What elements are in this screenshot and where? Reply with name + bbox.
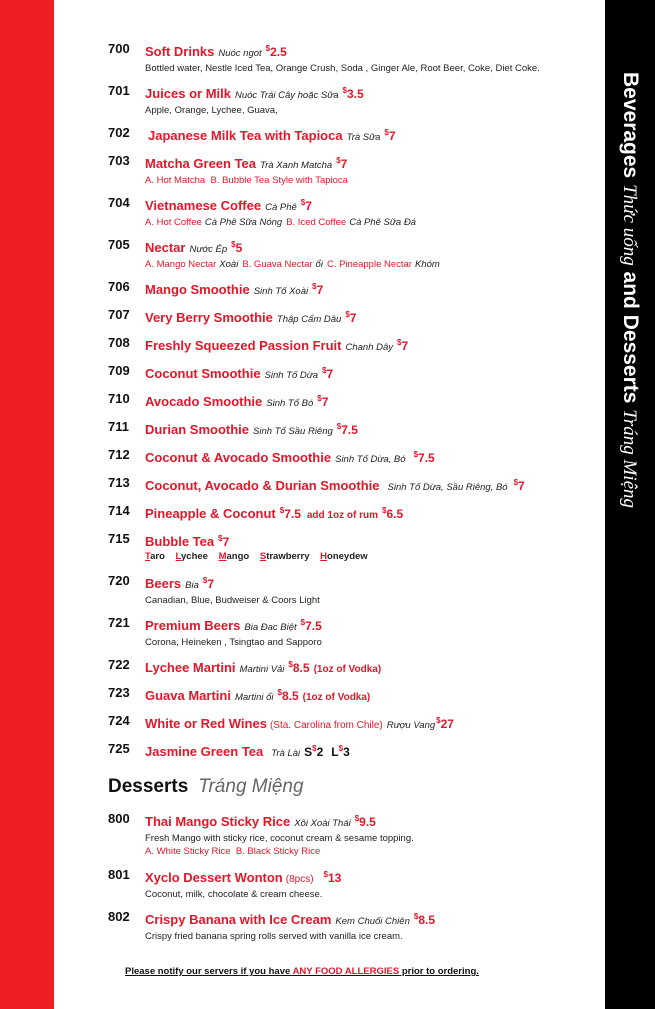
option-b: B. Black Sticky Rice [235, 846, 321, 857]
item-price: $7 [300, 198, 312, 213]
item-viet-name: Nuóc Trái Cây hoặc Sữa [234, 90, 339, 101]
allergy-notice-text-a: Please notify our servers if you have [125, 966, 293, 977]
item-name: Thai Mango Sticky Rice [145, 814, 291, 829]
item-viet-name: Xôi Xoài Thái [294, 818, 351, 829]
item-price: $9.5 [354, 814, 376, 829]
item-name: Crispy Banana with Ice Cream [145, 912, 332, 927]
item-name: Soft Drinks [145, 44, 215, 59]
item-description: Canadian, Blue, Budweiser & Coors Light [145, 595, 320, 606]
item-viet-name: Rượu Vang [386, 720, 436, 731]
option-b: B. Iced Coffee [286, 217, 347, 228]
item-viet-name: Cà Phê [265, 202, 297, 213]
flavor-strawberry: Strawberry [259, 551, 310, 562]
option-a-viet: Xoài [219, 259, 239, 270]
item-name: Juices or Milk [145, 86, 231, 101]
flavor-lychee: Lychee [175, 551, 208, 562]
side-title [618, 72, 642, 508]
item-name: Jasmine Green Tea [145, 744, 264, 759]
item-number: 801 [108, 867, 130, 882]
option-c-viet: Khóm [414, 259, 440, 270]
item-price: $3.5 [342, 86, 364, 101]
item-name: Beers [145, 576, 182, 591]
item-rum-note: add 1oz of rum [306, 510, 378, 521]
item-price: $13 [323, 870, 342, 885]
item-price: $2.5 [265, 44, 287, 59]
desserts-viet-title: Tráng Miệng [198, 776, 304, 797]
desserts-title: Desserts [108, 776, 189, 797]
option-b: B. Guava Nectar [242, 259, 313, 270]
side-title-thuc-uong: Thức uống [619, 184, 640, 266]
item-description: Apple, Orange, Lychee, Guava, [145, 105, 278, 116]
item-name: White or Red Wines [145, 716, 267, 731]
side-title-beverages: Beverages [619, 71, 642, 179]
allergy-notice-text-c: prior to ordering. [399, 966, 479, 977]
item-number: 724 [108, 713, 130, 728]
item-number: 723 [108, 685, 130, 700]
item-viet-name: Trà Lài [271, 748, 301, 759]
item-price: $7 [322, 366, 334, 381]
item-number: 802 [108, 909, 130, 924]
item-price: $8.5 [288, 660, 310, 675]
item-viet-name: Sinh Tố Xoài [253, 286, 309, 297]
item-number: 713 [108, 475, 130, 490]
item-viet-name: Sinh Tố Dừa, Bó [335, 454, 406, 465]
item-name: Guava Martini [145, 688, 231, 703]
item-description: Bottled water, Nestle Iced Tea, Orange Crush, Soda , Ginger Ale, Root Beer, Coke, Diet Coke. [145, 63, 540, 74]
item-number: 714 [108, 503, 130, 518]
item-name: Premium Beers [145, 618, 241, 633]
item-price: $7.5 [413, 450, 435, 465]
item-viet-name: Kem Chuối Chiên [335, 916, 410, 927]
item-viet-name: Sinh Tố Dừa, Sầu Riêng, Bó [387, 482, 508, 493]
item-subtitle: (8pcs) [285, 874, 314, 885]
option-b-viet: ổi [315, 259, 323, 270]
flavor-honeydew: Honeydew [320, 551, 368, 562]
item-description: Coconut, milk, chocolate & cream cheese. [145, 889, 323, 900]
item-number: 709 [108, 363, 130, 378]
item-price: $8.5 [277, 688, 299, 703]
item-price: $7 [317, 394, 329, 409]
item-number: 702 [108, 125, 130, 140]
item-viet-name: Sinh Tố Bó [266, 398, 314, 409]
item-viet-name: Sinh Tố Sầu Riêng [253, 426, 333, 437]
item-name: Xyclo Dessert Wonton [145, 870, 283, 885]
option-b: B. Bubble Tea Style with Tapioca [210, 175, 348, 186]
item-number: 706 [108, 279, 130, 294]
item-options [145, 845, 595, 858]
item-name: Mango Smoothie [145, 282, 250, 297]
item-number: 711 [108, 419, 129, 434]
option-a-viet: Cà Phê Sữa Nóng [204, 217, 283, 228]
desserts-heading [108, 776, 304, 798]
item-number: 708 [108, 335, 130, 350]
item-name: Pineapple & Coconut [145, 506, 276, 521]
bubble-tea-flavors [145, 550, 595, 563]
item-description: Corona, Heineken , Tsingtao and Sapporo [145, 637, 322, 648]
item-price: $8.5 [413, 912, 436, 927]
item-options [145, 216, 595, 229]
item-price: $5 [231, 240, 243, 255]
item-price: $7 [513, 478, 525, 493]
item-name: Avocado Smoothie [145, 394, 263, 409]
item-name: Lychee Martini [145, 660, 236, 675]
item-note: (1oz of Vodka) [302, 692, 371, 703]
item-price: $7 [345, 310, 357, 325]
item-number: 703 [108, 153, 130, 168]
item-price: $7 [312, 282, 324, 297]
item-number: 720 [108, 573, 130, 588]
item-description: Fresh Mango with sticky rice, coconut cream & sesame topping. [145, 833, 414, 844]
item-name: Nectar [145, 240, 186, 255]
item-number: 725 [108, 741, 130, 756]
item-viet-name: Nuóc ngot [218, 48, 262, 59]
item-price: $7.5 [279, 506, 301, 521]
item-number: 800 [108, 811, 130, 826]
item-price: $7 [384, 128, 396, 143]
option-a: A. Hot Matcha [145, 175, 206, 186]
item-viet-name: Trà Sữa [346, 132, 381, 143]
item-name: Coconut & Avocado Smoothie [145, 450, 332, 465]
item-name: Coconut, Avocado & Durian Smoothie [145, 478, 380, 493]
item-name: Bubble Tea [145, 534, 215, 549]
item-viet-name: Trà Xanh Matcha [260, 160, 333, 171]
option-a: A. Mango Nectar [145, 259, 217, 270]
option-a: A. Hot Coffee [145, 217, 202, 228]
side-title-trang-mieng: Tráng Miệng [619, 409, 640, 509]
item-number: 705 [108, 237, 130, 252]
allergy-notice [125, 966, 479, 977]
item-name: Matcha Green Tea [145, 156, 257, 171]
item-viet-name: Martini Vải [239, 664, 285, 675]
item-name: Japanese Milk Tea with Tapioca [148, 128, 343, 143]
item-options [145, 174, 595, 187]
item-price-small: S$2 [304, 744, 324, 759]
option-c: C. Pineapple Nectar [326, 259, 412, 270]
item-price: $27 [436, 716, 454, 731]
item-name: Coconut Smoothie [145, 366, 261, 381]
item-number: 704 [108, 195, 130, 210]
allergy-highlight: ANY FOOD ALLERGIES [292, 966, 400, 977]
item-number: 700 [108, 41, 130, 56]
item-note: (1oz of Vodka) [313, 664, 382, 675]
item-number: 707 [108, 307, 130, 322]
item-price: $7 [202, 576, 215, 591]
option-b-viet: Cà Phê Sữa Đá [349, 217, 416, 228]
item-number: 715 [108, 531, 130, 546]
item-number: 712 [108, 447, 130, 462]
item-viet-name: Martini ổi [234, 692, 274, 703]
item-number: 722 [108, 657, 130, 672]
item-name: Very Berry Smoothie [145, 310, 273, 325]
item-options [145, 258, 595, 271]
item-viet-name: Sinh Tố Dừa [264, 370, 319, 381]
item-description: Crispy fried banana spring rolls served with vanilla ice cream. [145, 931, 403, 942]
item-viet-name: Bia Đac Biệt [244, 622, 297, 633]
item-price: $7.5 [300, 618, 322, 633]
flavor-taro: Taro [145, 551, 165, 562]
item-name: Vietnamese Coffee [145, 198, 262, 213]
item-price: $7 [218, 534, 230, 549]
option-a: A. White Sticky Rice [145, 846, 231, 857]
item-price: $7 [397, 338, 409, 353]
item-price: $7 [336, 156, 348, 171]
item-name: Durian Smoothie [145, 422, 250, 437]
item-subtitle: (Sta. Carolina from Chile) [269, 720, 383, 731]
item-rum-price: $6.5 [382, 506, 404, 521]
item-number: 701 [108, 83, 130, 98]
left-red-band [0, 0, 54, 1009]
item-number: 710 [108, 391, 130, 406]
side-title-desserts: and Desserts [619, 271, 642, 404]
item-viet-name: Chanh Dây [345, 342, 394, 353]
flavor-mango: Mango [218, 551, 250, 562]
item-viet-name: Bia [185, 580, 199, 591]
item-viet-name: Nước Ép [189, 244, 228, 255]
item-viet-name: Thập Cẩm Dâu [276, 314, 342, 325]
item-price-large: L$3 [331, 744, 350, 759]
item-number: 721 [108, 615, 130, 630]
item-price: $7.5 [336, 422, 358, 437]
item-name: Freshly Squeezed Passion Fruit [145, 338, 342, 353]
